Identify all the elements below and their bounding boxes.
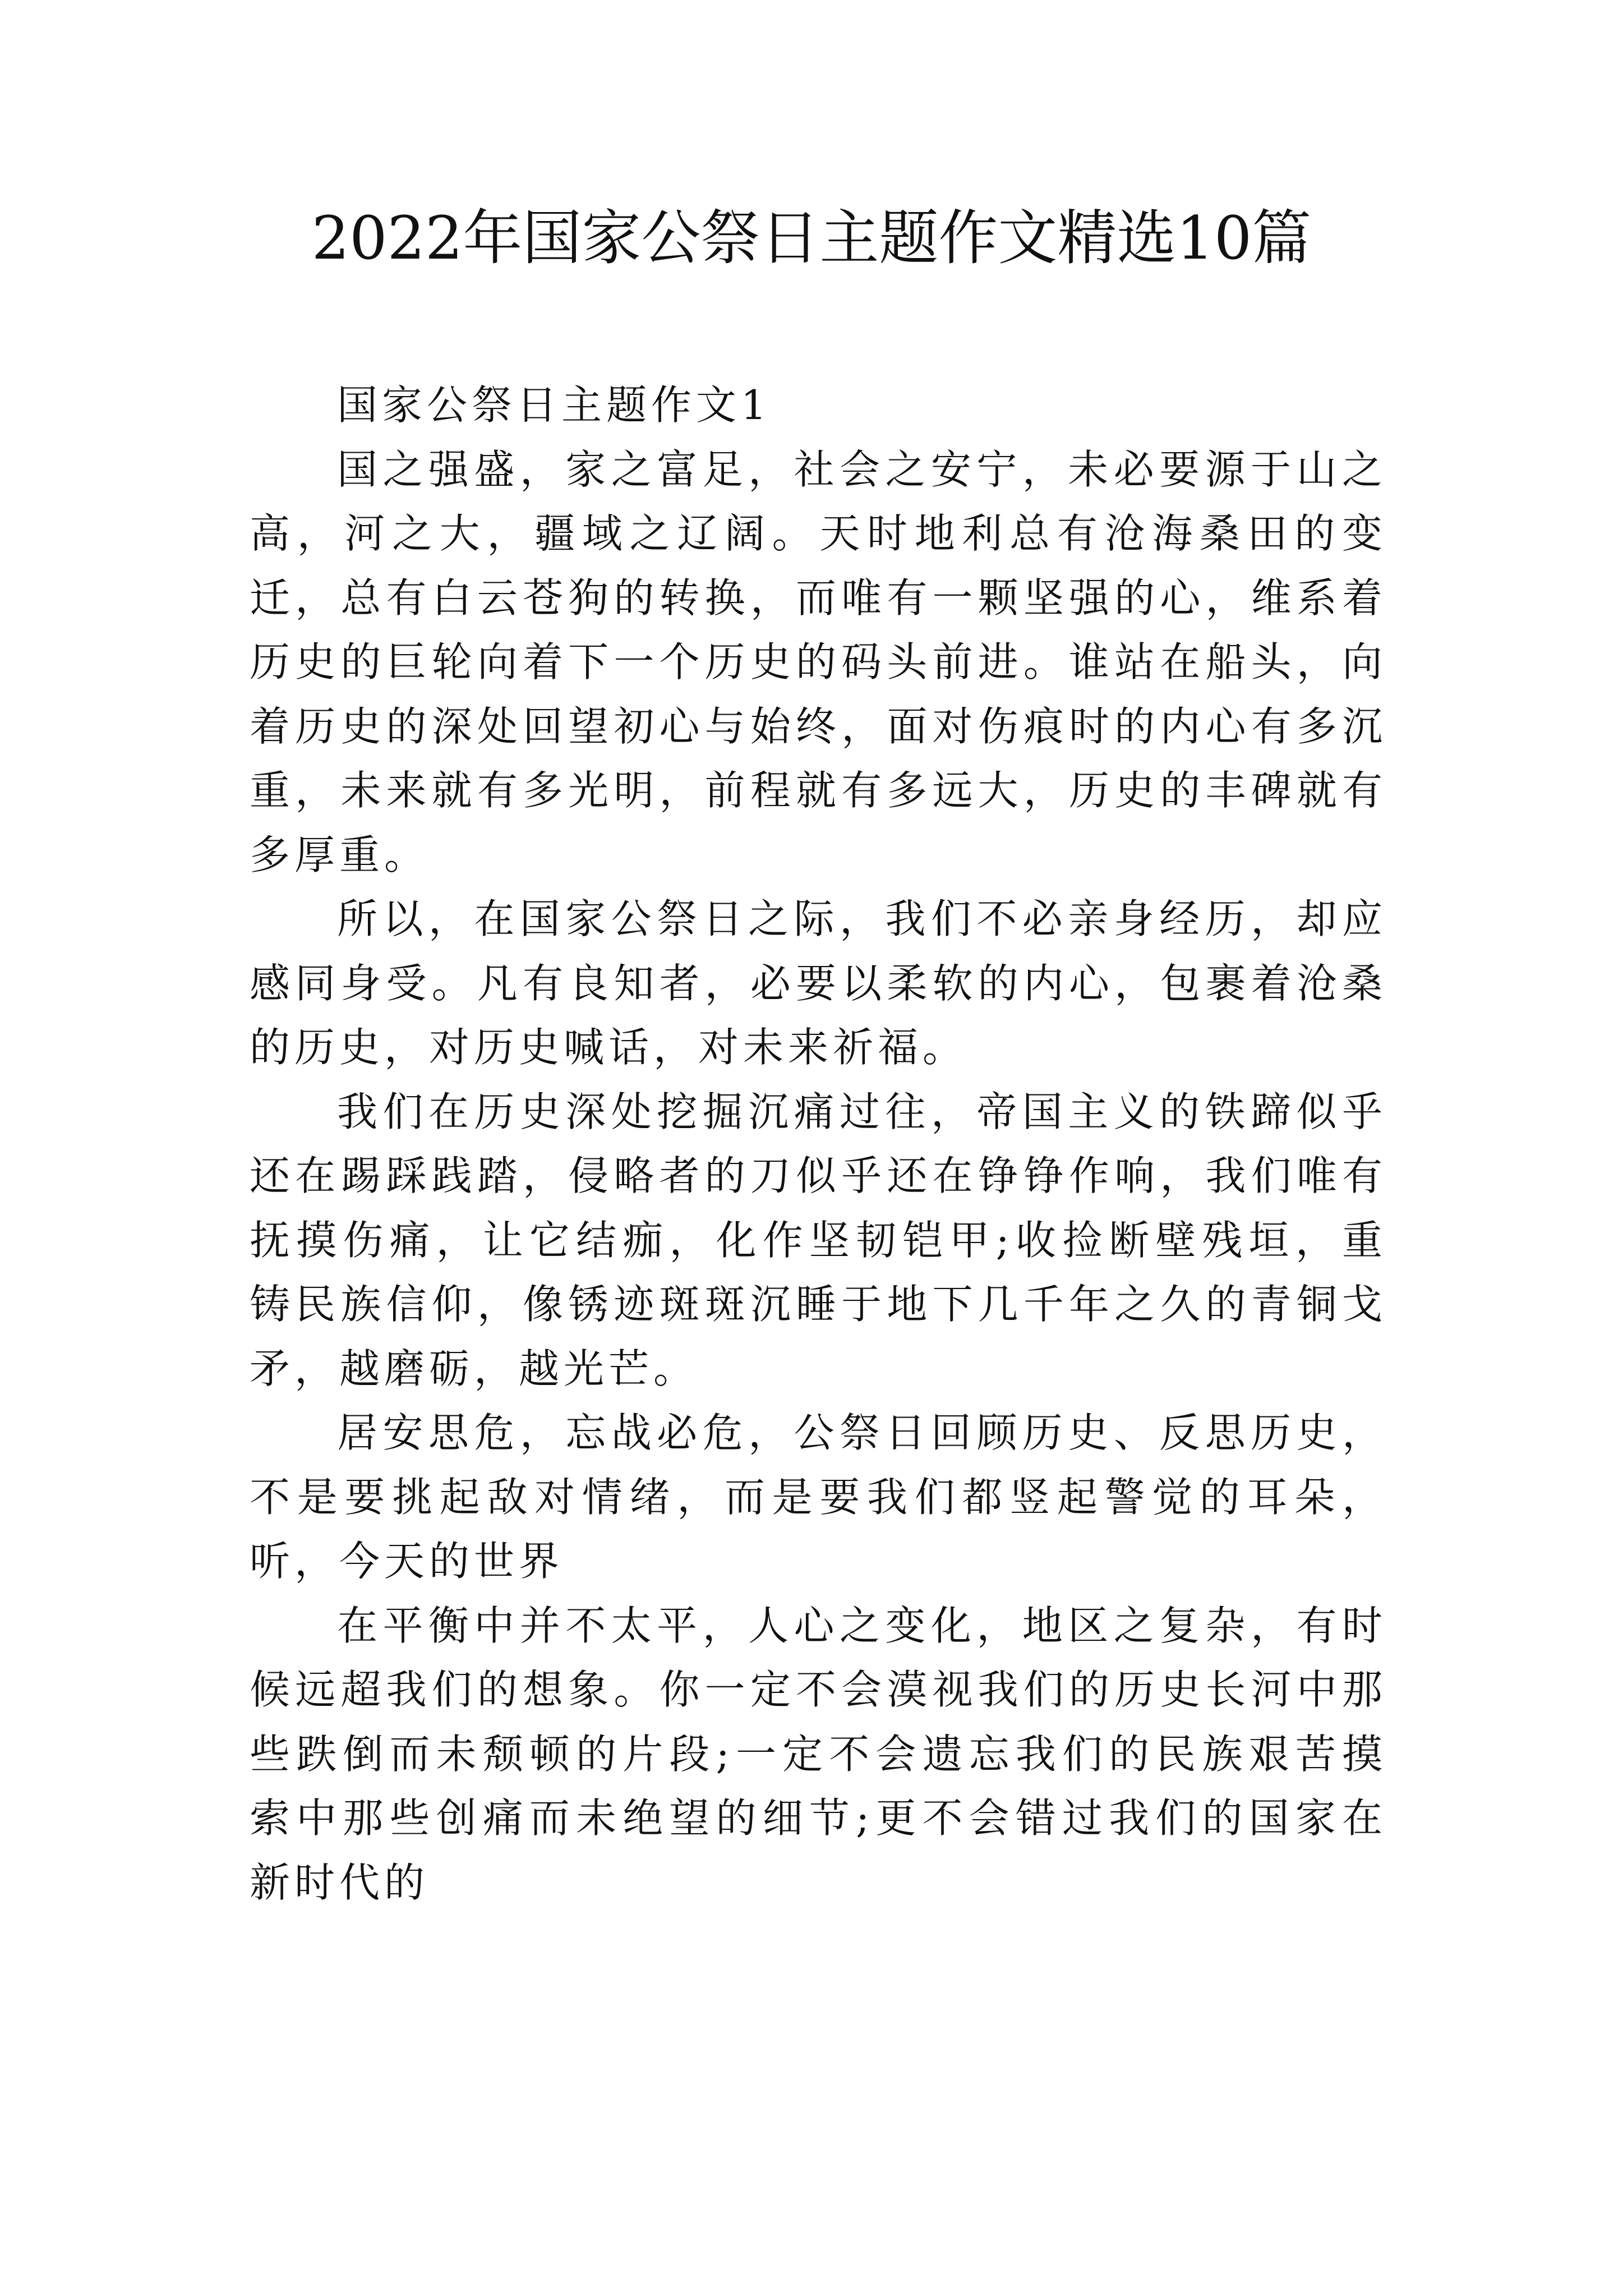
section-heading: 国家公祭日主题作文1 — [337, 381, 771, 429]
body-paragraph: 国之强盛，家之富足，社会之安宁，未必要源于山之高，河之大，疆域之辽阔。天时地利总有沧海桑田的变迁，总有白云苍狗的转换，而唯有一颗坚强的心，维系着历史的巨轮向着下一个历史的码头前进。谁站在船头，向着历史的深处回望初心与始终，面对伤痕时的内心有多沉重，未来就有多光明，前程就有多远大，历史的丰碑就有多厚重。 — [250, 445, 1387, 878]
body-paragraph: 在平衡中并不太平，人心之变化，地区之复杂，有时候远超我们的想象。你一定不会漠视我们的历史长河中那些跌倒而未颓顿的片段;一定不会遗忘我们的民族艰苦摸索中那些创痛而未绝望的细节;更不会错过我们的国家在新时代的 — [250, 1602, 1387, 1906]
body-paragraph: 居安思危，忘战必危，公祭日回顾历史、反思历史，不是要挑起敌对情绪，而是要我们都竖起警觉的耳朵，听，今天的世界 — [250, 1409, 1387, 1585]
document-title: 2022年国家公祭日主题作文精选10篇 — [311, 204, 1312, 273]
body-paragraph: 我们在历史深处挖掘沉痛过往，帝国主义的铁蹄似乎还在踢踩践踏，侵略者的刀似乎还在铮铮作响，我们唯有抚摸伤痛，让它结痂，化作坚韧铠甲;收捡断壁残垣，重铸民族信仰，像锈迹斑斑沉睡于地下几千年之久的青铜戈矛，越磨砺，越光芒。 — [250, 1088, 1387, 1392]
document-body — [250, 373, 1387, 1915]
body-paragraph: 所以，在国家公祭日之际，我们不必亲身经历，却应感同身受。凡有良知者，必要以柔软的内心，包裹着沧桑的历史，对历史喊话，对未来祈福。 — [250, 895, 1387, 1071]
